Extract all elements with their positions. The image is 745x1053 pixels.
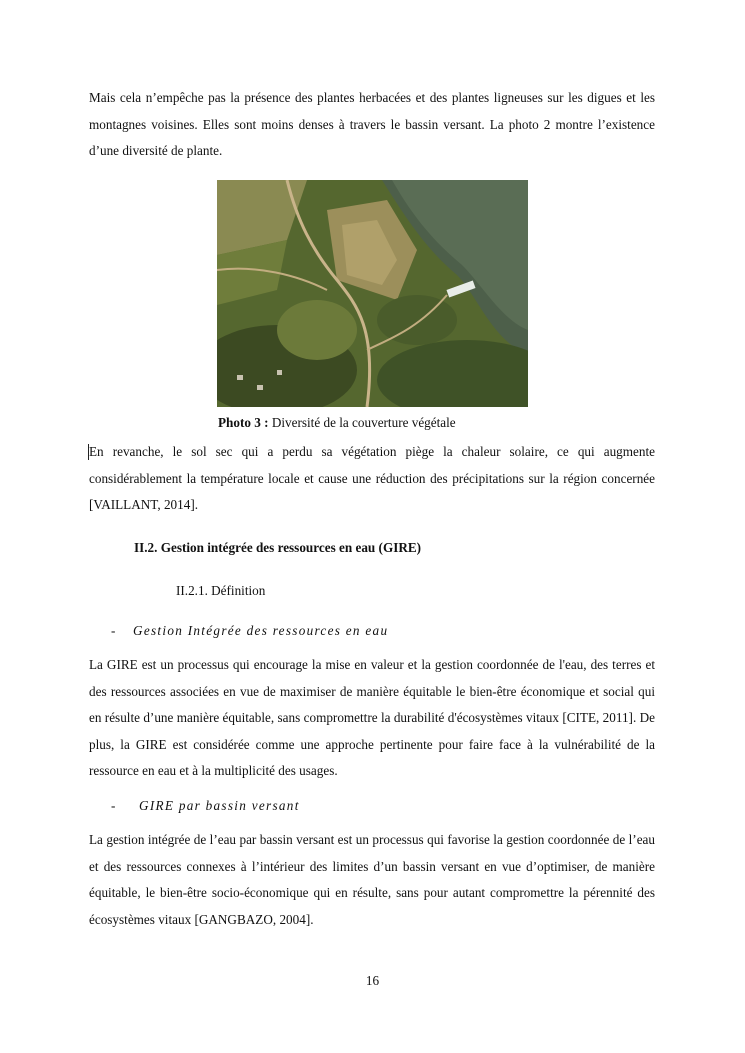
photo-caption (218, 414, 456, 432)
bullet-dash: - (111, 798, 116, 813)
section-heading: II.2. Gestion intégrée des ressources en eau (GIRE) (134, 540, 422, 555)
page-number: 16 (365, 973, 380, 988)
paragraph-after-photo: En revanche, le sol sec qui a perdu sa végétation piège la chaleur solaire, ce qui augmente considérablement la température locale et cause une réduction des précipitations sur la région concernée [VAILLANT, 2014]. (89, 444, 655, 513)
bullet-text: GIRE par bassin versant (139, 798, 300, 813)
bullet-text: Gestion Intégrée des ressources en eau (133, 623, 389, 638)
bullet-dash: - (111, 623, 116, 638)
satellite-photo (217, 180, 528, 407)
caption-text: Diversité de la couverture végétale (268, 415, 456, 430)
paragraph-intro: Mais cela n’empêche pas la présence des plantes herbacées et des plantes ligneuses sur les digues et les montagnes voisines. Elles sont moins denses à travers le bassin versant. La photo 2 montre l’existence d’une diversité de plante. (89, 90, 655, 159)
paragraph-gire-definition: La GIRE est un processus qui encourage la mise en valeur et la gestion coordonnée de l'eau, des terres et des ressources associées en vue de maximiser de manière équitable le bien-être économique et social qui en résulte d’une manière équitable, sans compromettre la durabilité d'écosystèmes vitaux [CITE, 2011]. De plus, la GIRE est considérée comme une approche pertinente pour faire face à la vulnérabilité de la ressource en eau et à la multiplicité des usages. (89, 657, 655, 779)
subsection-heading: II.2.1. Définition (176, 583, 266, 598)
caption-label: Photo 3 : (218, 415, 269, 430)
satellite-image-illustration (217, 180, 528, 407)
paragraph-gire-bassin: La gestion intégrée de l’eau par bassin versant est un processus qui favorise la gestion coordonnée de l’eau et des ressources connexes à l’intérieur des limites d’un bassin versant en vue d’optimiser, de manière équitable, le bien-être socio-économique qui en résulte, sans pour autant compromettre la pérennité des écosystèmes vitaux [GANGBAZO, 2004]. (89, 832, 655, 927)
